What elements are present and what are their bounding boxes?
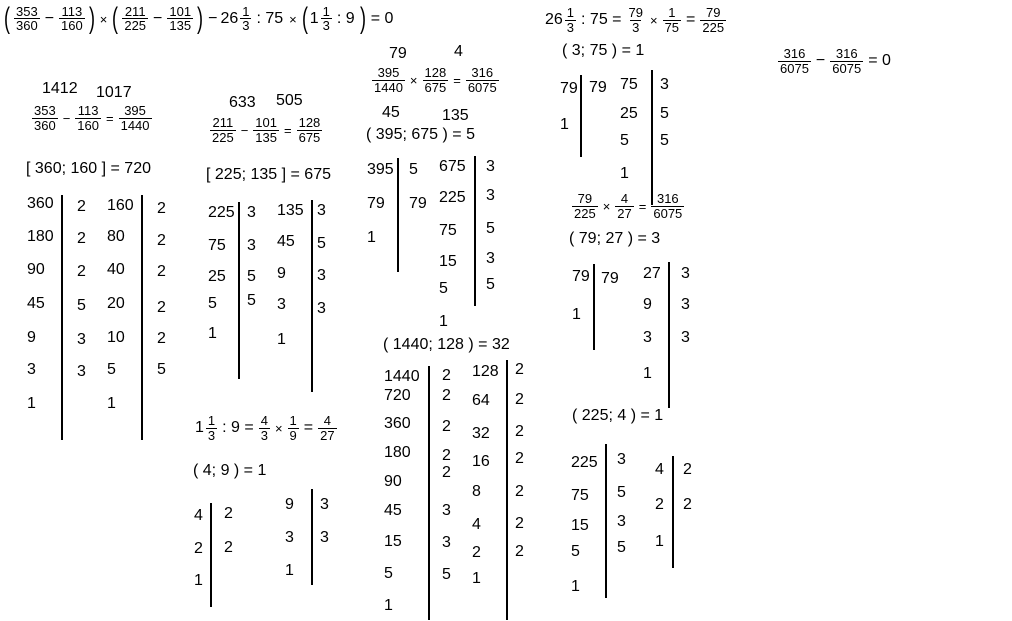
fraction: $\frac{79}{225}$	[702, 5, 725, 35]
factor-value: 75	[571, 487, 589, 504]
factor-value: 2	[442, 418, 451, 435]
factor-value: 3	[285, 529, 294, 546]
factor-value: 3	[77, 331, 86, 348]
factor-value: 180	[27, 228, 54, 245]
fraction: $\frac{4}{27}$	[617, 191, 632, 221]
factor-divider	[428, 366, 430, 620]
step4-multiplication: $\frac{395}{1440}$ × $\frac{128}{675}$ = $\frac{316}{6075}$	[374, 65, 497, 95]
factor-value: 5	[157, 361, 166, 378]
factor-value: 2	[442, 464, 451, 481]
step2-top1: 633	[229, 94, 256, 111]
factor-value: 79	[601, 270, 619, 287]
factor-value: 2	[77, 198, 86, 215]
step2-subtraction: $\frac{211}{225}$ − $\frac{101}{135}$ = $\frac{128}{675}$	[212, 115, 321, 145]
factor-value: 2	[683, 461, 692, 478]
factor-value: 128	[472, 363, 499, 380]
factor-value: 27	[643, 265, 661, 282]
factor-value: 675	[439, 158, 466, 175]
factor-value: 2	[77, 230, 86, 247]
factor-value: 40	[107, 261, 125, 278]
factor-value: 5	[409, 161, 418, 178]
fraction: $\frac{211}{225}$	[124, 3, 147, 34]
factor-value: 9	[285, 496, 294, 513]
factor-divider	[580, 75, 582, 157]
factor-value: 3	[442, 534, 451, 551]
factor-value: 135	[277, 202, 304, 219]
factor-value: 3	[77, 363, 86, 380]
fraction: $\frac{128}{675}$	[424, 65, 447, 95]
factor-value: 32	[472, 425, 490, 442]
factor-value: 5	[77, 297, 86, 314]
gcd-3-75: ( 3; 75 ) = 1	[562, 42, 645, 59]
factor-value: 80	[107, 228, 125, 245]
main-expression: ( $\frac{353}{360}$ − $\frac{113}{160}$ ) × ( $\frac{211}{225}$ − $\frac{101}{135}$ ) − 26 $\frac{1}{3}$ : 75 × ( 1 $\frac{1}{3}$ : 9 ) = 0	[4, 2, 394, 35]
fraction: $\frac{1}{9}$	[289, 413, 297, 443]
factor-value: 15	[439, 253, 457, 270]
factor-value: 225	[208, 204, 235, 221]
factor-divider	[397, 158, 399, 272]
factor-value: 3	[681, 296, 690, 313]
factor-value: 1	[367, 229, 376, 246]
fraction: $\frac{316}{6075}$	[653, 191, 683, 221]
factor-value: 3	[486, 187, 495, 204]
fraction: $\frac{101}{135}$	[255, 115, 277, 145]
factor-value: 5	[486, 220, 495, 237]
factor-value: 1440	[384, 368, 420, 385]
factor-value: 5	[617, 539, 626, 556]
factor-value: 180	[384, 444, 411, 461]
factor-value: 79	[560, 80, 578, 97]
factor-value: 5	[442, 566, 451, 583]
fraction: $\frac{353}{360}$	[34, 103, 56, 133]
factor-value: 2	[224, 539, 233, 556]
step4-bot2: 135	[442, 107, 469, 124]
final-result: $\frac{316}{6075}$ − $\frac{316}{6075}$ = 0	[780, 46, 891, 76]
fraction: $\frac{128}{675}$	[298, 115, 321, 145]
lcm-225-135: [ 225; 135 ] = 675	[206, 166, 331, 183]
factor-value: 1	[27, 395, 36, 412]
factor-value: 2	[157, 330, 166, 347]
factor-value: 1	[285, 562, 294, 579]
factor-value: 3	[643, 329, 652, 346]
factor-value: 2	[157, 263, 166, 280]
factor-value: 1	[384, 597, 393, 614]
factor-value: 2	[157, 299, 166, 316]
factor-value: 64	[472, 392, 490, 409]
step1-subtraction: $\frac{353}{360}$ − $\frac{113}{160}$ = $\frac{395}{1440}$	[34, 103, 150, 133]
factor-value: 1	[571, 578, 580, 595]
step2-top2: 505	[276, 92, 303, 109]
factor-value: 1	[572, 306, 581, 323]
factor-value: 2	[683, 496, 692, 513]
factor-divider	[651, 70, 653, 205]
factor-value: 79	[409, 195, 427, 212]
factor-value: 2	[515, 543, 524, 560]
step6-multiplication: $\frac{79}{225}$ × $\frac{4}{27}$ = $\frac{316}{6075}$	[574, 191, 683, 221]
factor-value: 3	[660, 76, 669, 93]
factor-value: 2	[515, 423, 524, 440]
factor-value: 3	[247, 237, 256, 254]
factor-value: 3	[486, 158, 495, 175]
factor-value: 3	[486, 250, 495, 267]
fraction: $\frac{113}{160}$	[77, 103, 99, 133]
factor-value: 1	[439, 313, 448, 330]
factor-value: 3	[247, 204, 256, 221]
factor-value: 2	[515, 361, 524, 378]
fraction: $\frac{1}{75}$	[664, 5, 680, 35]
factor-value: 2	[472, 544, 481, 561]
factor-value: 2	[442, 447, 451, 464]
factor-divider	[61, 195, 63, 440]
factor-value: 3	[320, 496, 329, 513]
factor-value: 2	[194, 540, 203, 557]
factor-value: 5	[247, 268, 256, 285]
factor-value: 15	[384, 533, 402, 550]
factor-value: 3	[442, 502, 451, 519]
factor-value: 10	[107, 329, 125, 346]
factor-divider	[605, 444, 607, 598]
step4-top1: 79	[389, 45, 407, 62]
gcd-4-9: ( 4; 9 ) = 1	[193, 462, 267, 479]
factor-value: 90	[27, 261, 45, 278]
factor-value: 3	[617, 513, 626, 530]
factor-divider	[311, 200, 313, 392]
factor-value: 360	[384, 415, 411, 432]
factor-value: 2	[515, 515, 524, 532]
factor-value: 1	[560, 116, 569, 133]
factor-value: 5	[571, 543, 580, 560]
factor-value: 3	[681, 265, 690, 282]
factor-value: 5	[208, 295, 217, 312]
factor-value: 2	[442, 367, 451, 384]
fraction: $\frac{1}{3}$	[207, 413, 216, 443]
factor-value: 2	[224, 505, 233, 522]
factor-divider	[474, 156, 476, 306]
fraction: $\frac{211}{225}$	[212, 115, 234, 145]
factor-value: 4	[194, 507, 203, 524]
gcd-395-675: ( 395; 675 ) = 5	[366, 126, 475, 143]
step1-top1: 1412	[42, 80, 78, 97]
factor-value: 79	[367, 195, 385, 212]
factor-value: 1	[655, 533, 664, 550]
factor-value: 4	[472, 516, 481, 533]
factor-value: 2	[515, 450, 524, 467]
left-paren: (	[4, 2, 10, 35]
fraction: $\frac{4}{27}$	[320, 413, 335, 443]
gcd-79-27: ( 79; 27 ) = 3	[569, 230, 661, 247]
factor-value: 20	[107, 295, 125, 312]
factor-value: 16	[472, 453, 490, 470]
fraction: $\frac{79}{3}$	[628, 5, 643, 35]
factor-divider	[238, 202, 240, 379]
factor-value: 1	[472, 570, 481, 587]
factor-value: 2	[515, 391, 524, 408]
factor-value: 3	[27, 361, 36, 378]
factor-value: 2	[77, 263, 86, 280]
factor-value: 1	[277, 331, 286, 348]
step5-division: 26 $\frac{1}{3}$ : 75 = $\frac{79}{3}$ × $\frac{1}{75}$ = $\frac{79}{225}$	[545, 5, 725, 35]
fraction: $\frac{1}{3}$	[566, 5, 575, 35]
factor-value: 5	[384, 565, 393, 582]
step4-top2: 4	[454, 43, 463, 60]
fraction: $\frac{1}{3}$	[322, 3, 330, 34]
factor-value: 9	[643, 296, 652, 313]
factor-value: 3	[681, 329, 690, 346]
factor-value: 25	[208, 268, 226, 285]
fraction: $\frac{353}{360}$	[16, 3, 38, 34]
factor-divider	[593, 264, 595, 350]
step3-division: 1 $\frac{1}{3}$ : 9 = $\frac{4}{3}$ × $\frac{1}{9}$ = $\frac{4}{27}$	[195, 413, 335, 443]
factor-value: 5	[486, 276, 495, 293]
factor-value: 9	[277, 265, 286, 282]
factor-value: 5	[107, 361, 116, 378]
factor-value: 5	[660, 132, 669, 149]
factor-value: 2	[157, 232, 166, 249]
factor-value: 25	[620, 105, 638, 122]
factor-value: 1	[194, 572, 203, 589]
fraction: $\frac{316}{6075}$	[832, 46, 862, 76]
factor-value: 225	[571, 454, 598, 471]
gcd-1440-128: ( 1440; 128 ) = 32	[383, 336, 510, 353]
factor-value: 79	[589, 79, 607, 96]
factor-divider	[672, 456, 674, 568]
factor-divider	[141, 195, 143, 440]
fraction: $\frac{101}{135}$	[169, 3, 192, 34]
fraction: $\frac{316}{6075}$	[780, 46, 809, 76]
factor-value: 1	[208, 325, 217, 342]
factor-value: 45	[27, 295, 45, 312]
factor-value: 3	[277, 296, 286, 313]
factor-value: 75	[620, 76, 638, 93]
fraction: $\frac{4}{3}$	[260, 413, 268, 443]
factor-value: 2	[515, 483, 524, 500]
factor-value: 2	[157, 200, 166, 217]
factor-value: 160	[107, 197, 134, 214]
factor-value: 5	[317, 235, 326, 252]
fraction: $\frac{395}{1440}$	[120, 103, 150, 133]
factor-value: 1	[620, 165, 629, 182]
factor-value: 395	[367, 161, 394, 178]
factor-value: 3	[617, 451, 626, 468]
fraction: $\frac{316}{6075}$	[467, 65, 497, 95]
fraction: $\frac{395}{1440}$	[374, 65, 403, 95]
factor-value: 75	[439, 222, 457, 239]
fraction: $\frac{79}{225}$	[574, 191, 596, 221]
fraction: $\frac{1}{3}$	[242, 3, 250, 34]
factor-value: 225	[439, 189, 466, 206]
factor-value: 3	[317, 202, 326, 219]
factor-value: 5	[617, 484, 626, 501]
factor-value: 9	[27, 329, 36, 346]
factor-value: 360	[27, 195, 54, 212]
factor-divider	[311, 489, 313, 585]
lcm-360-160: [ 360; 160 ] = 720	[26, 160, 151, 177]
factor-value: 3	[320, 529, 329, 546]
factor-value: 3	[317, 300, 326, 317]
step4-bot1: 45	[382, 104, 400, 121]
factor-value: 45	[384, 502, 402, 519]
factor-value: 45	[277, 233, 295, 250]
factor-divider	[506, 360, 508, 620]
factor-value: 5	[620, 132, 629, 149]
factor-value: 15	[571, 517, 589, 534]
factor-value: 5	[247, 292, 256, 309]
factor-divider	[668, 262, 670, 408]
factor-value: 2	[655, 496, 664, 513]
factor-value: 2	[442, 387, 451, 404]
factor-value: 4	[655, 461, 664, 478]
fraction: $\frac{113}{160}$	[61, 3, 83, 34]
step1-top2: 1017	[96, 84, 132, 101]
factor-value: 1	[643, 365, 652, 382]
factor-value: 5	[439, 280, 448, 297]
factor-value: 5	[660, 105, 669, 122]
gcd-225-4: ( 225; 4 ) = 1	[572, 407, 664, 424]
factor-value: 90	[384, 473, 402, 490]
factor-value: 1	[107, 395, 116, 412]
factor-divider	[210, 503, 212, 607]
factor-value: 75	[208, 237, 226, 254]
factor-value: 8	[472, 483, 481, 500]
factor-value: 720	[384, 387, 411, 404]
factor-value: 79	[572, 268, 590, 285]
factor-value: 3	[317, 267, 326, 284]
